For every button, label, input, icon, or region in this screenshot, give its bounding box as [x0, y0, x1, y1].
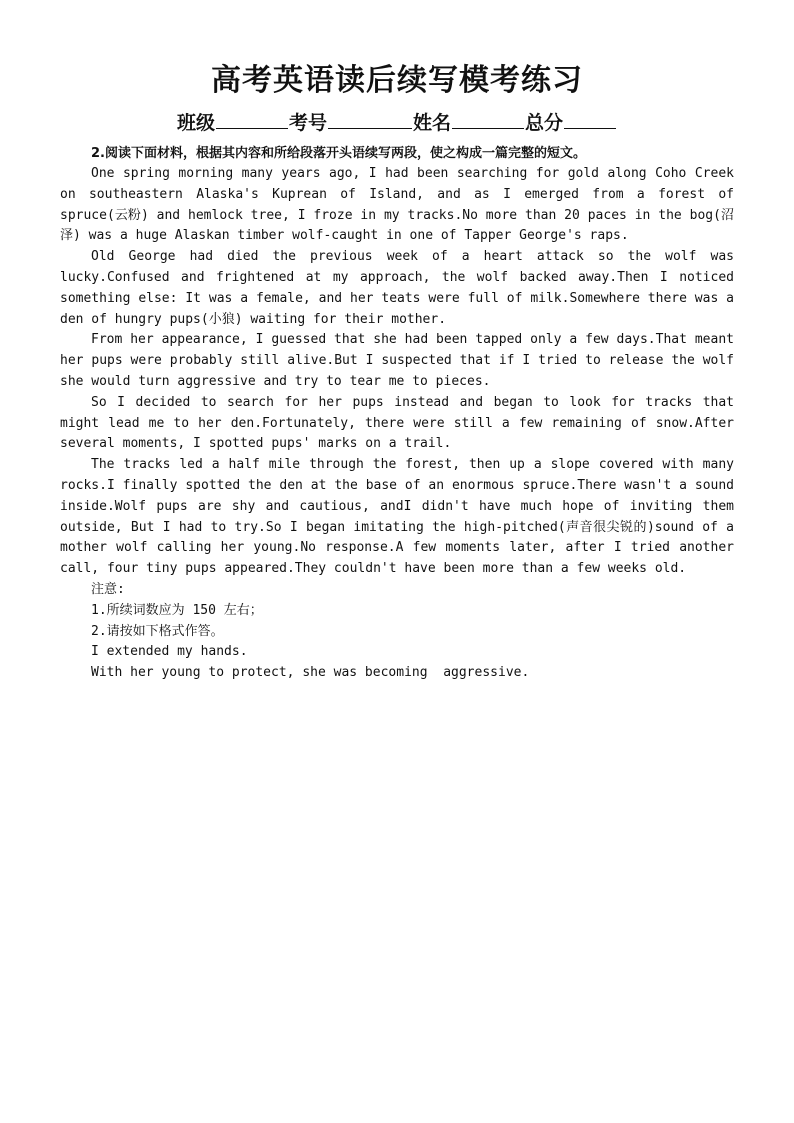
page-title: 高考英语读后续写模考练习	[211, 63, 583, 98]
notes-heading: 注意:	[91, 581, 125, 597]
exam-number-label: 考号	[288, 112, 327, 134]
score-label: 总分	[525, 112, 564, 134]
notes-item: 2.请按如下格式作答。	[91, 623, 224, 639]
document-page	[60, 58, 734, 684]
score-blank	[564, 108, 616, 129]
passage-paragraph: So I decided to search for her pups instead and began to look for tracks that might lead me to her den.Fortunately, there were still a few remaining of snow.After several moments, I spotted pups' marks on a trail.	[60, 394, 734, 452]
exam-number-blank	[328, 108, 412, 129]
reading-passage	[60, 164, 734, 580]
student-info-line	[60, 108, 734, 138]
paragraph-opener: I extended my hands.	[91, 644, 248, 660]
class-label: 班级	[176, 112, 215, 134]
passage-paragraph: One spring morning many years ago, I had been searching for gold along Coho Creek on southeastern Alaska's Kuprean of Island, and as I emerged from a forest of spruce(云粉) and hemlock tree, I froze in my tracks.No more than 20 paces in the bog(沼泽) was a huge Alaskan timber wolf-caught in one of Tapper George's raps.	[60, 166, 734, 244]
paragraph-opener: With her young to protect, she was becoming aggressive.	[91, 665, 530, 681]
name-label: 姓名	[413, 112, 452, 134]
notes-section	[60, 580, 734, 684]
passage-paragraph: From her appearance, I guessed that she had been tapped only a few days.That meant her pups were probably still alive.But I suspected that if I tried to release the wolf she would turn aggressive and try to tear me to pieces.	[60, 332, 734, 389]
class-blank	[216, 108, 288, 129]
name-blank	[452, 108, 524, 129]
passage-paragraph: Old George had died the previous week of a heart attack so the wolf was lucky.Confused and frightened at my approach, the wolf backed away.Then I noticed something else: It was a female, and her teats were full of milk.Somewhere there was a den of hungry pups(小狼) waiting for their mother.	[60, 249, 734, 327]
notes-item: 1.所续词数应为 150 左右；	[91, 602, 263, 618]
task-instruction: 2.阅读下面材料，根据其内容和所给段落开头语续写两段，使之构成一篇完整的短文。	[91, 146, 586, 161]
passage-paragraph: The tracks led a half mile through the forest, then up a slope covered with many rocks.I finally spotted the den at the base of an enormous spruce.There wasn't a sound inside.Wolf pups are shy and cautious, andI didn't have much hope of inviting them outside, But I had to try.So I began imitating the high-pitched(声音很尖锐的)sound of a mother wolf calling her young.No response.A few moments later, after I tried another call, four tiny pups appeared.They couldn't have been more than a few weeks old.	[60, 457, 734, 577]
